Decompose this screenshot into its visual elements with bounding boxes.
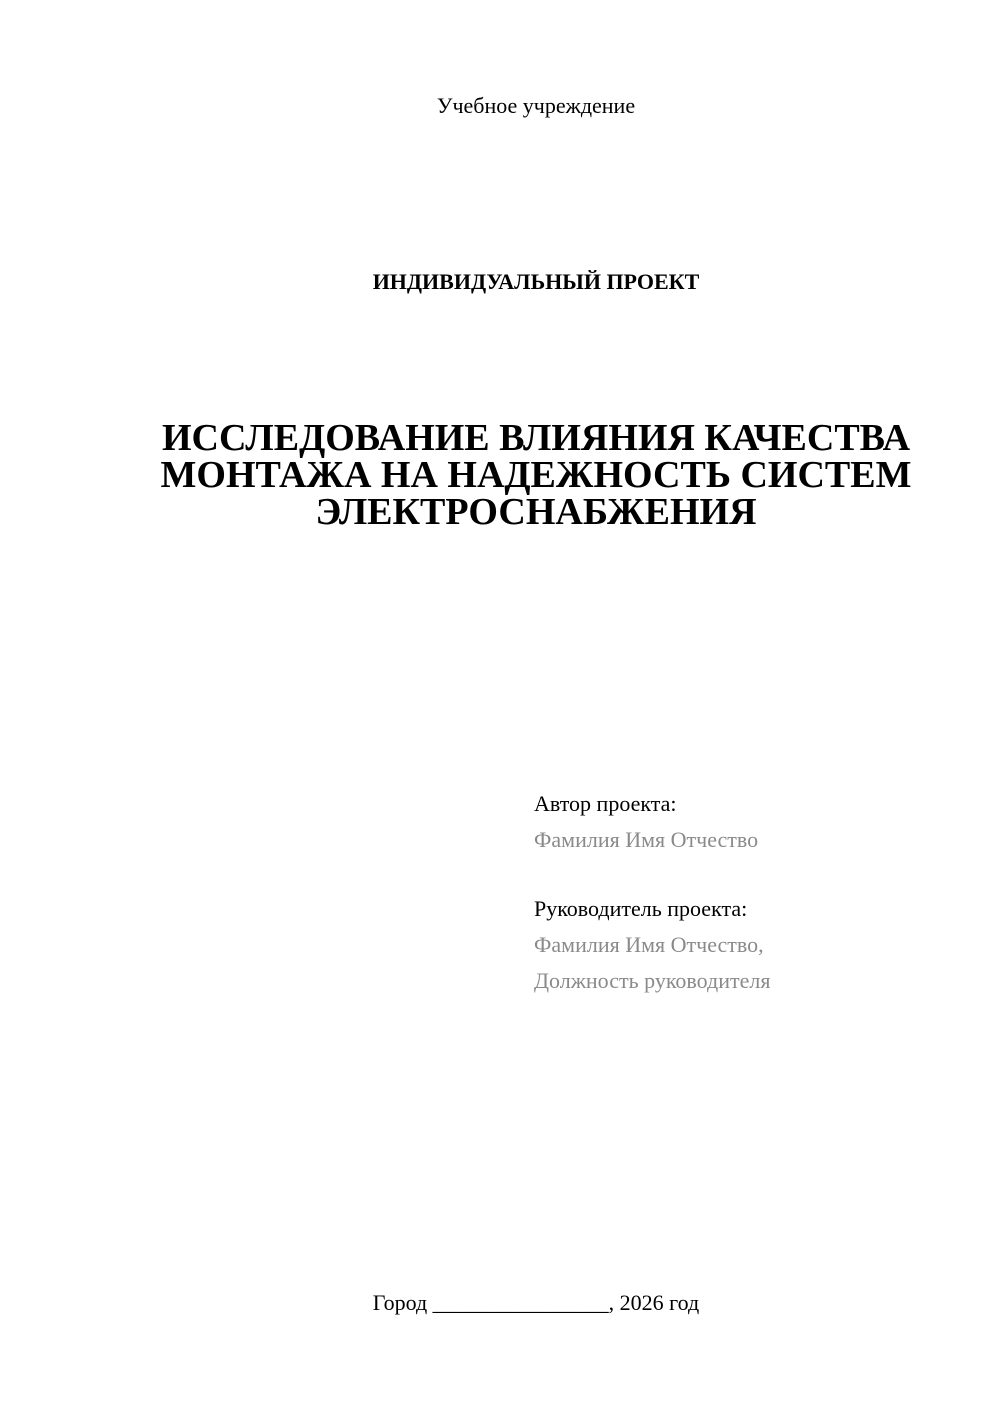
project-title-line: МОНТАЖА НА НАДЕЖНОСТЬ СИСТЕМ [160,454,912,496]
city-year-footer: Город ________________, 2026 год [372,1290,700,1315]
project-title [130,417,942,533]
author-block [534,786,974,858]
supervisor-block [534,891,974,999]
supervisor-position: Должность руководителя [534,968,771,993]
supervisor-name: Фамилия Имя Отчество, [534,932,764,957]
author-label: Автор проекта: [534,791,677,816]
author-name: Фамилия Имя Отчество [534,827,759,852]
project-type-heading: ИНДИВИДУАЛЬНЫЙ ПРОЕКТ [372,269,700,294]
project-title-line: ЭЛЕКТРОСНАБЖЕНИЯ [315,491,757,533]
supervisor-label: Руководитель проекта: [534,896,748,921]
institution-name: Учебное учреждение [436,93,636,118]
project-title-line: ИССЛЕДОВАНИЕ ВЛИЯНИЯ КАЧЕСТВА [161,417,911,459]
